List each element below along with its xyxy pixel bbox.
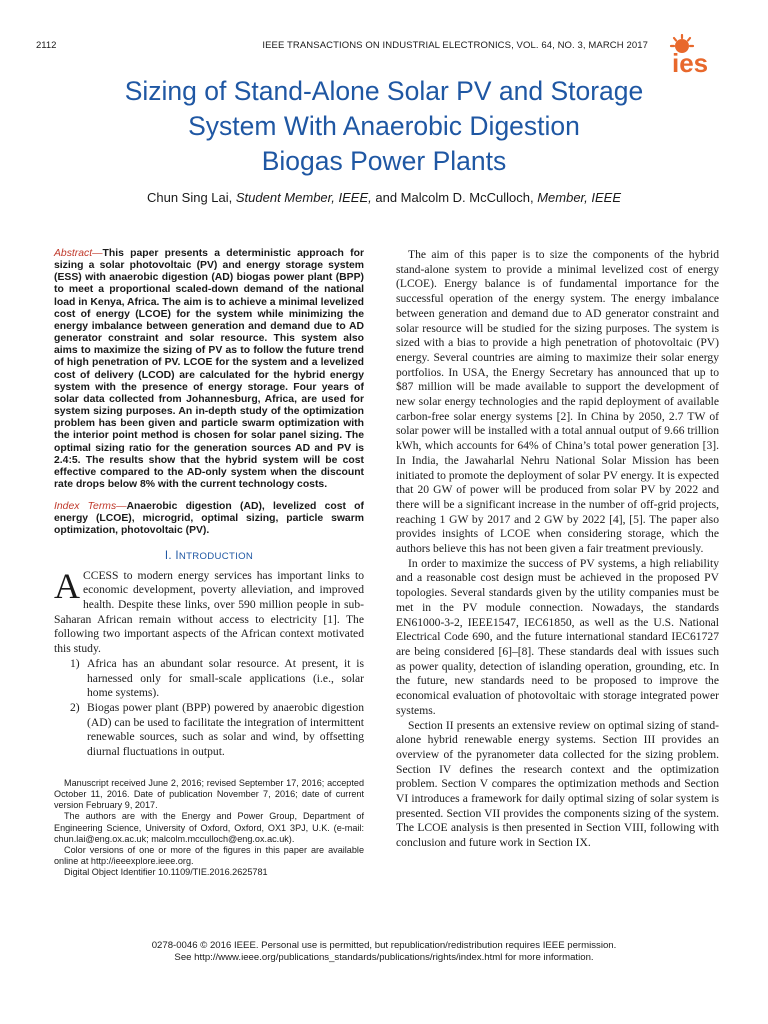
- index-terms-label: Index Terms—: [54, 501, 127, 513]
- section-title-rest: NTRODUCTION: [178, 550, 254, 562]
- footnote-affiliation: The authors are with the Energy and Power Group, Department of Engineering Science, University of Oxford, Oxford, OX1 3PJ, U.K. (e-mail: chun.lai@eng.ox.ac.uk; malcolm.mcculloch@eng.ox.ac.uk).: [54, 811, 364, 844]
- intro-paragraph-1: CCESS to modern energy services has important links to economic development, poverty alleviation, and improved health. Despite these links, over 590 million people in sub-Saharan African remain without access to electricity [1]. The following two important aspects of the African context motivated this study.: [54, 568, 364, 656]
- body-paragraph-2: In order to maximize the success of PV systems, a high reliability and a reasonable cost design must be achieved in the proposed PV topologies. Several standards given by the utility companies must be met in the PV module connection. Nowadays, the standards EN61000-3-2, IEEE1547, IEC61850, as well as the U.S. National Electrical Code 690, and the future international standard IEC61727 are being considered [6]–[8]. These standards deal with issues such as power quality, detection of islanding operation, grounding, etc. In the future, new standards need to be proposed to improve the economical evaluation of photovoltaic with storage integrated power systems.: [396, 556, 719, 717]
- body-paragraph-1: The aim of this paper is to size the components of the hybrid stand-alone system to provide a minimal levelized cost of energy (LCOE). Energy balance is of fundamental importance for the successful operation of the energy system. The energy imbalance between generation and demand due to AD generator constraint and solar resource will be studied for the sizing purposes. The system is sized with a bias to provide a high penetration of photovoltaic (PV) energy. Several countries are aiming to maximize their solar energy portfolios. In USA, the Energy Secretary has announced that up to $87 million will be made available to support the development of new solar energy technologies and the rapid deployment of available carbon-free solar energy systems [2]. In China by 2050, 2.7 TW of solar power will be installed with a total annual output of 9.66 trillion kWh, which accounts for 64% of China’s total power generation [3]. In India, the Jawaharlal Nehru National Solar Mission has been initiated to promote the deployment of solar PV energy. It is expected that 20 GW of power will be produced from solar PV by 2022 and there will be a significant increase in the number of off-grid projects, reaching 1 GW by 2017 and 2 GW by 2022 [4], [5]. The paper also provides insights of LCOE when considering storage, which the authors believe this has not been given a fair treatment previously.: [396, 248, 719, 556]
- author-2-role: Member, IEEE: [537, 190, 622, 205]
- section-title-first: I: [175, 549, 179, 562]
- abstract: [54, 248, 364, 491]
- ies-logo-text: ies: [672, 48, 709, 76]
- footnote-manuscript: Manuscript received June 2, 2016; revised September 17, 2016; accepted October 11, 2016. Date of publication November 7, 2016; date of current version February 9, 2017.: [54, 777, 364, 811]
- section-heading-introduction: [54, 550, 364, 562]
- index-terms-text: Anaerobic digestion (AD), levelized cost of energy (LCOE), microgrid, optimal sizing, particle swarm optimization, photovoltaic (PV).: [54, 501, 364, 537]
- list-item: [54, 657, 364, 701]
- footnote-doi: Digital Object Identifier 10.1109/TIE.2016.2625781: [64, 867, 268, 878]
- introduction-body: [54, 565, 364, 760]
- journal-header: IEEE TRANSACTIONS ON INDUSTRIAL ELECTRONICS, VOL. 64, NO. 3, MARCH 2017: [262, 40, 648, 51]
- title-line-2: System With Anaerobic Digestion: [188, 111, 580, 141]
- list-item: [54, 701, 364, 760]
- paper-title: [40, 74, 728, 179]
- ies-logo: [668, 34, 728, 76]
- copyright-notice: [40, 940, 728, 963]
- body-paragraph-3: Section II presents an extensive review on optimal sizing of stand-alone hybrid renewable energy systems. Section III provides an overview of the pyranometer data collected for the sizing problem. Section IV defines the research context and the optimization problem. Section V compares the optimization methods and Section VI introduces a framework for daily optimal sizing of solar system is presented. Section VII provides the components sizing of the system. The LCOE analysis is then presented in Section VIII, following with conclusion and future work in Section IX.: [396, 718, 719, 850]
- author-1-role: Student Member, IEEE,: [235, 190, 372, 205]
- abstract-label: Abstract—: [54, 248, 103, 259]
- copyright-line-2: See http://www.ieee.org/publications_standards/publications/rights/index.html for more information.: [174, 951, 594, 963]
- list-item-number: 2): [70, 700, 80, 714]
- abstract-text: This paper presents a deterministic approach for sizing a solar photovoltaic (PV) and energy storage system (ESS) with anaerobic digestion (AD) biogas power plant (BPP) to meet a proportional scaled-down demand of the national load in Kenya, Africa. The aim is to achieve a minimal levelized cost of energy (LCOE) for the system while minimizing the energy imbalance between generation and demand due to AD generator constraint and solar resource. This system also aims to maximize the sizing of PV as to follow the future trend of high penetration of PV. LCOE for the system and a levelized cost of delivery (LCOD) are calculated for the hybrid energy system with the presence of energy storage. Four years of solar data collected from Johannesburg, Africa, are used for system sizing purposes. An in-depth study of the optimization problem has been given and particle swarm optimization with the interior point method is chosen for solar panel sizing. The optimal sizing ratio for the generation sources AD and PV is 2.4:5. The results show that the hybrid system will be cost effective compared to the AD-only system when the discount rate drops below 8% with the current technology costs.: [54, 248, 364, 490]
- page-number: 2112: [36, 40, 57, 51]
- drop-cap: A: [54, 565, 80, 606]
- right-column: [396, 248, 719, 851]
- author-2: and Malcolm D. McCulloch,: [375, 190, 534, 205]
- author-line: [40, 190, 728, 205]
- index-terms: [54, 501, 364, 537]
- footnote-color: Color versions of one or more of the figures in this paper are available online at http://ieeexplore.ieee.org.: [54, 844, 364, 867]
- copyright-line-1: 0278-0046 © 2016 IEEE. Personal use is permitted, but republication/redistribution requires IEEE permission.: [151, 940, 617, 951]
- section-numeral: I.: [164, 549, 172, 562]
- intro-list: [54, 657, 364, 760]
- title-line-1: Sizing of Stand-Alone Solar PV and Storage: [124, 76, 644, 106]
- title-line-3: Biogas Power Plants: [261, 146, 507, 176]
- left-column: [54, 248, 364, 879]
- list-item-text: Africa has an abundant solar resource. At present, it is harnessed only for small-scale applications (i.e., solar home systems).: [87, 656, 364, 700]
- footnote: [54, 778, 364, 879]
- list-item-number: 1): [70, 656, 80, 670]
- author-1: Chun Sing Lai,: [146, 190, 233, 205]
- list-item-text: Biogas power plant (BPP) powered by anaerobic digestion (AD) can be used to facilitate the integration of intermittent renewable sources, such as solar and wind, by offsetting diurnal fluctuations in output.: [87, 700, 364, 759]
